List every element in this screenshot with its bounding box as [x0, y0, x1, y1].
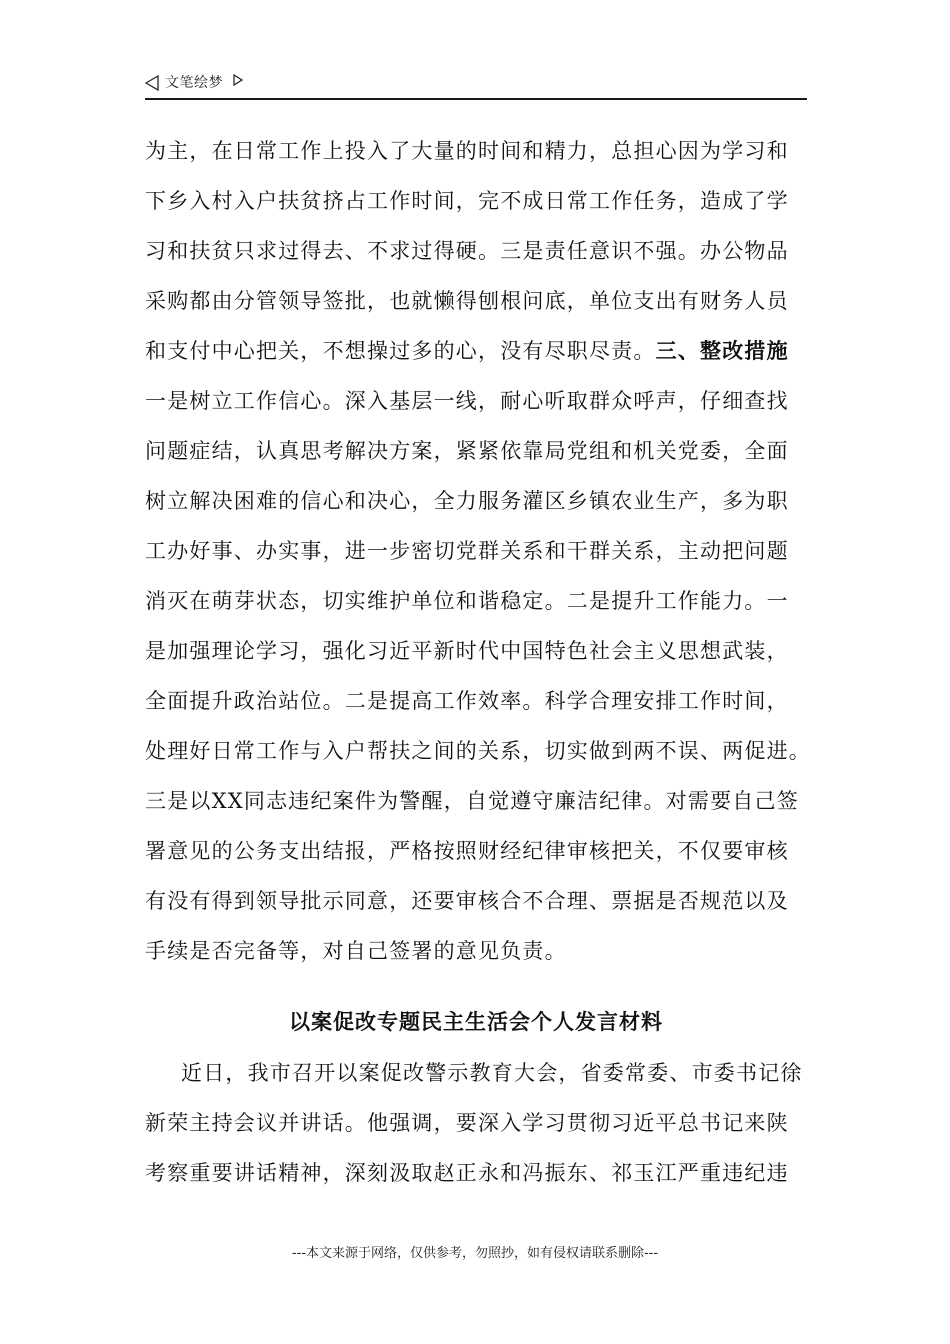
body-paragraph: [145, 126, 811, 976]
text-line: 工办好事、办实事，进一步密切党群关系和干群关系，主动把问题: [145, 539, 789, 563]
text-line: 署意见的公务支出结报，严格按照财经纪律审核把关，不仅要审核: [145, 839, 789, 863]
text-line-mixed: [145, 326, 807, 376]
text-line: 考察重要讲话精神，深刻汲取赵正永和冯振东、祁玉江严重违纪违: [145, 1161, 789, 1185]
text-line: 是加强理论学习，强化习近平新时代中国特色社会主义思想武装，: [145, 639, 789, 663]
text-line: 手续是否完备等，对自己签署的意见负责。: [145, 939, 567, 963]
text-line: 问题症结，认真思考解决方案，紧紧依靠局党组和机关党委，全面: [145, 439, 789, 463]
section-title: 以案促改专题民主生活会个人发言材料: [289, 1009, 663, 1034]
text-line: 处理好日常工作与入户帮扶之间的关系，切实做到两不误、两促进。: [145, 739, 811, 763]
text-line: 一是树立工作信心。深入基层一线，耐心听取群众呼声，仔细查找: [145, 389, 789, 413]
triangle-right-outline-icon: [233, 74, 243, 86]
text-line: 三是以XX同志违纪案件为警醒，自觉遵守廉洁纪律。对需要自己签: [145, 789, 799, 813]
text-line: 消灭在萌芽状态，切实维护单位和谐稳定。二是提升工作能力。一: [145, 589, 789, 613]
text-line: 采购都由分管领导签批，也就懒得刨根问底，单位支出有财务人员: [145, 289, 789, 313]
header-brand: 文笔绘梦: [165, 75, 223, 91]
page-header: [145, 72, 807, 100]
text-segment: 和支付中心把关，不想操过多的心，没有尽职尽责。: [145, 339, 656, 363]
body-paragraph-2: [145, 1048, 807, 1198]
triangle-left-outline-icon: [145, 75, 159, 91]
text-line: 树立解决困难的信心和决心，全力服务灌区乡镇农业生产，多为职: [145, 489, 789, 513]
text-line: 习和扶贫只求过得去、不求过得硬。三是责任意识不强。办公物品: [145, 239, 789, 263]
text-line: 新荣主持会议并讲话。他强调，要深入学习贯彻习近平总书记来陕: [145, 1111, 789, 1135]
text-line: 为主，在日常工作上投入了大量的时间和精力，总担心因为学习和: [145, 139, 789, 163]
page-footer-disclaimer: ---本文来源于网络，仅供参考，勿照抄，如有侵权请联系删除---: [291, 1246, 659, 1261]
section-heading-rectification: 三、整改措施: [655, 338, 789, 363]
text-line: 下乡入村入户扶贫挤占工作时间，完不成日常工作任务，造成了学: [145, 189, 789, 213]
text-line: 有没有得到领导批示同意，还要审核合不合理、票据是否规范以及: [145, 889, 789, 913]
text-line: 全面提升政治站位。二是提高工作效率。科学合理安排工作时间，: [145, 689, 789, 713]
text-line: 近日，我市召开以案促改警示教育大会，省委常委、市委书记徐: [181, 1061, 803, 1085]
